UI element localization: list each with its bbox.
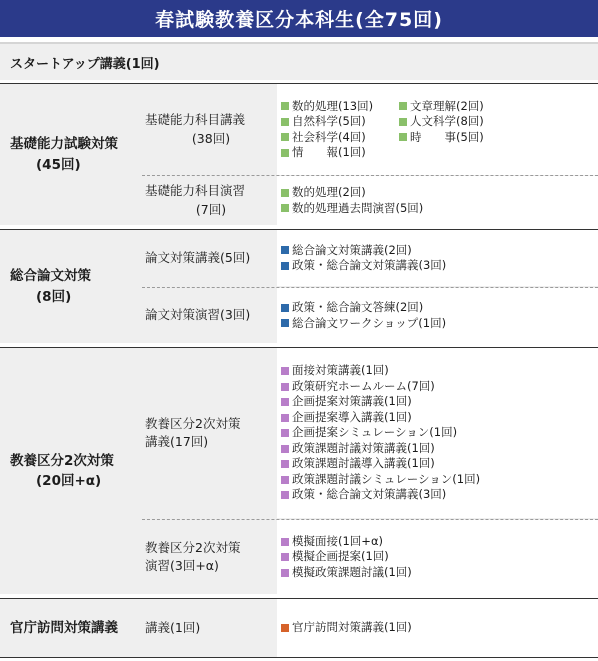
list-item: 数的処理過去問演習(5回) — [281, 201, 598, 217]
purple-square-icon — [281, 367, 289, 375]
list-item: 政策・総合論文対策講義(3回) — [281, 258, 598, 274]
green-square-icon — [281, 204, 289, 212]
subcategory-name: 教養区分2次対策 — [145, 539, 241, 555]
list-item: 総合論文対策講義(2回) — [281, 243, 598, 259]
subcategory-count: 講義(17回) — [145, 434, 209, 449]
green-square-icon — [281, 149, 289, 157]
list-item: 官庁訪問対策講義(1回) — [281, 620, 598, 636]
subcategory-label — [137, 599, 277, 657]
list-item: 自然科学(5回) — [281, 114, 399, 130]
purple-square-icon — [281, 569, 289, 577]
list-item: 模擬政策課題討議(1回) — [281, 565, 598, 581]
subcategory-count: (38回) — [191, 130, 231, 146]
category-name: 官庁訪問対策講義 — [10, 619, 118, 636]
green-square-icon — [281, 102, 289, 110]
list-item: 総合論文ワークショップ(1回) — [281, 316, 598, 332]
list-item: 企画提案導入講義(1回) — [281, 410, 598, 426]
subcategory-name: 教養区分2次対策 — [145, 415, 241, 431]
subcategory-count: (7回) — [195, 201, 227, 217]
subcategory-label — [137, 84, 277, 175]
purple-square-icon — [281, 445, 289, 453]
purple-square-icon — [281, 383, 289, 391]
list-item: 面接対策講義(1回) — [281, 363, 598, 379]
blue-square-icon — [281, 246, 289, 254]
subcategory-name: 論文対策講義(5回) — [145, 249, 251, 265]
list-item: 企画提案シミュレーション(1回) — [281, 425, 598, 441]
subcategory-label — [137, 348, 277, 518]
subcategory-label — [137, 230, 277, 286]
list-item: 政策課題討議シミュレーション(1回) — [281, 472, 598, 488]
purple-square-icon — [281, 414, 289, 422]
list-item: 数的処理(13回) — [281, 99, 399, 115]
list-item: 模擬企画提案(1回) — [281, 549, 598, 565]
green-square-icon — [281, 133, 289, 141]
category-label — [0, 230, 137, 343]
purple-square-icon — [281, 491, 289, 499]
subcategory-name: 基礎能力科目演習 — [145, 183, 246, 199]
category-name: 基礎能力試験対策 — [10, 136, 118, 153]
subcategory-count: 演習(3回+α) — [145, 558, 219, 573]
list-item: 時 事(5回) — [399, 130, 559, 146]
section-ministry-visit — [0, 598, 598, 657]
blue-square-icon — [281, 319, 289, 327]
list-item: 社会科学(4回) — [281, 130, 399, 146]
list-item: 政策・総合論文答練(2回) — [281, 300, 598, 316]
green-square-icon — [281, 118, 289, 126]
purple-square-icon — [281, 538, 289, 546]
category-label — [0, 84, 137, 225]
purple-square-icon — [281, 476, 289, 484]
list-item: 模擬面接(1回+α) — [281, 534, 598, 550]
startup-row — [0, 42, 598, 80]
bottom-divider — [0, 657, 598, 658]
detail-list — [277, 230, 598, 286]
green-square-icon — [399, 102, 407, 110]
section-basic-ability — [0, 83, 598, 225]
list-item: 人文科学(8回) — [399, 114, 559, 130]
list-item: 文章理解(2回) — [399, 99, 559, 115]
category-label — [0, 599, 137, 657]
startup-label: スタートアップ講義(1回) — [10, 57, 160, 72]
subcategory-name: 論文対策演習(3回) — [145, 307, 251, 323]
subcategory-name: 基礎能力科目講義 — [145, 112, 246, 128]
detail-list — [277, 176, 598, 225]
page-title: 春試験教養区分本科生(全75回) — [0, 0, 598, 37]
list-item: 政策課題討議対策講義(1回) — [281, 441, 598, 457]
green-square-icon — [281, 189, 289, 197]
list-item: 政策研究ホームルーム(7回) — [281, 379, 598, 395]
blue-square-icon — [281, 262, 289, 270]
detail-list — [277, 599, 598, 657]
purple-square-icon — [281, 429, 289, 437]
list-item: 数的処理(2回) — [281, 185, 598, 201]
subcategory-label — [137, 288, 277, 343]
detail-list — [277, 84, 598, 175]
section-second-stage — [0, 347, 598, 594]
detail-list — [277, 348, 598, 518]
subcategory-label — [137, 176, 277, 225]
category-name: 総合論文対策 — [10, 268, 91, 285]
list-item: 政策・総合論文対策講義(3回) — [281, 487, 598, 503]
subcategory-label — [137, 520, 277, 594]
purple-square-icon — [281, 553, 289, 561]
category-count: (45回) — [36, 156, 81, 173]
section-essay — [0, 229, 598, 343]
category-count: (20回+α) — [36, 473, 102, 489]
purple-square-icon — [281, 460, 289, 468]
category-label — [0, 348, 137, 594]
subcategory-name: 講義(1回) — [145, 619, 201, 635]
orange-square-icon — [281, 624, 289, 632]
green-square-icon — [399, 133, 407, 141]
list-item: 政策課題討議導入講義(1回) — [281, 456, 598, 472]
purple-square-icon — [281, 398, 289, 406]
category-name: 教養区分2次対策 — [10, 452, 114, 469]
blue-square-icon — [281, 304, 289, 312]
list-item: 企画提案対策講義(1回) — [281, 394, 598, 410]
detail-list — [277, 520, 598, 594]
green-square-icon — [399, 118, 407, 126]
detail-list — [277, 288, 598, 343]
category-count: (8回) — [36, 288, 72, 305]
list-item: 情 報(1回) — [281, 145, 399, 161]
